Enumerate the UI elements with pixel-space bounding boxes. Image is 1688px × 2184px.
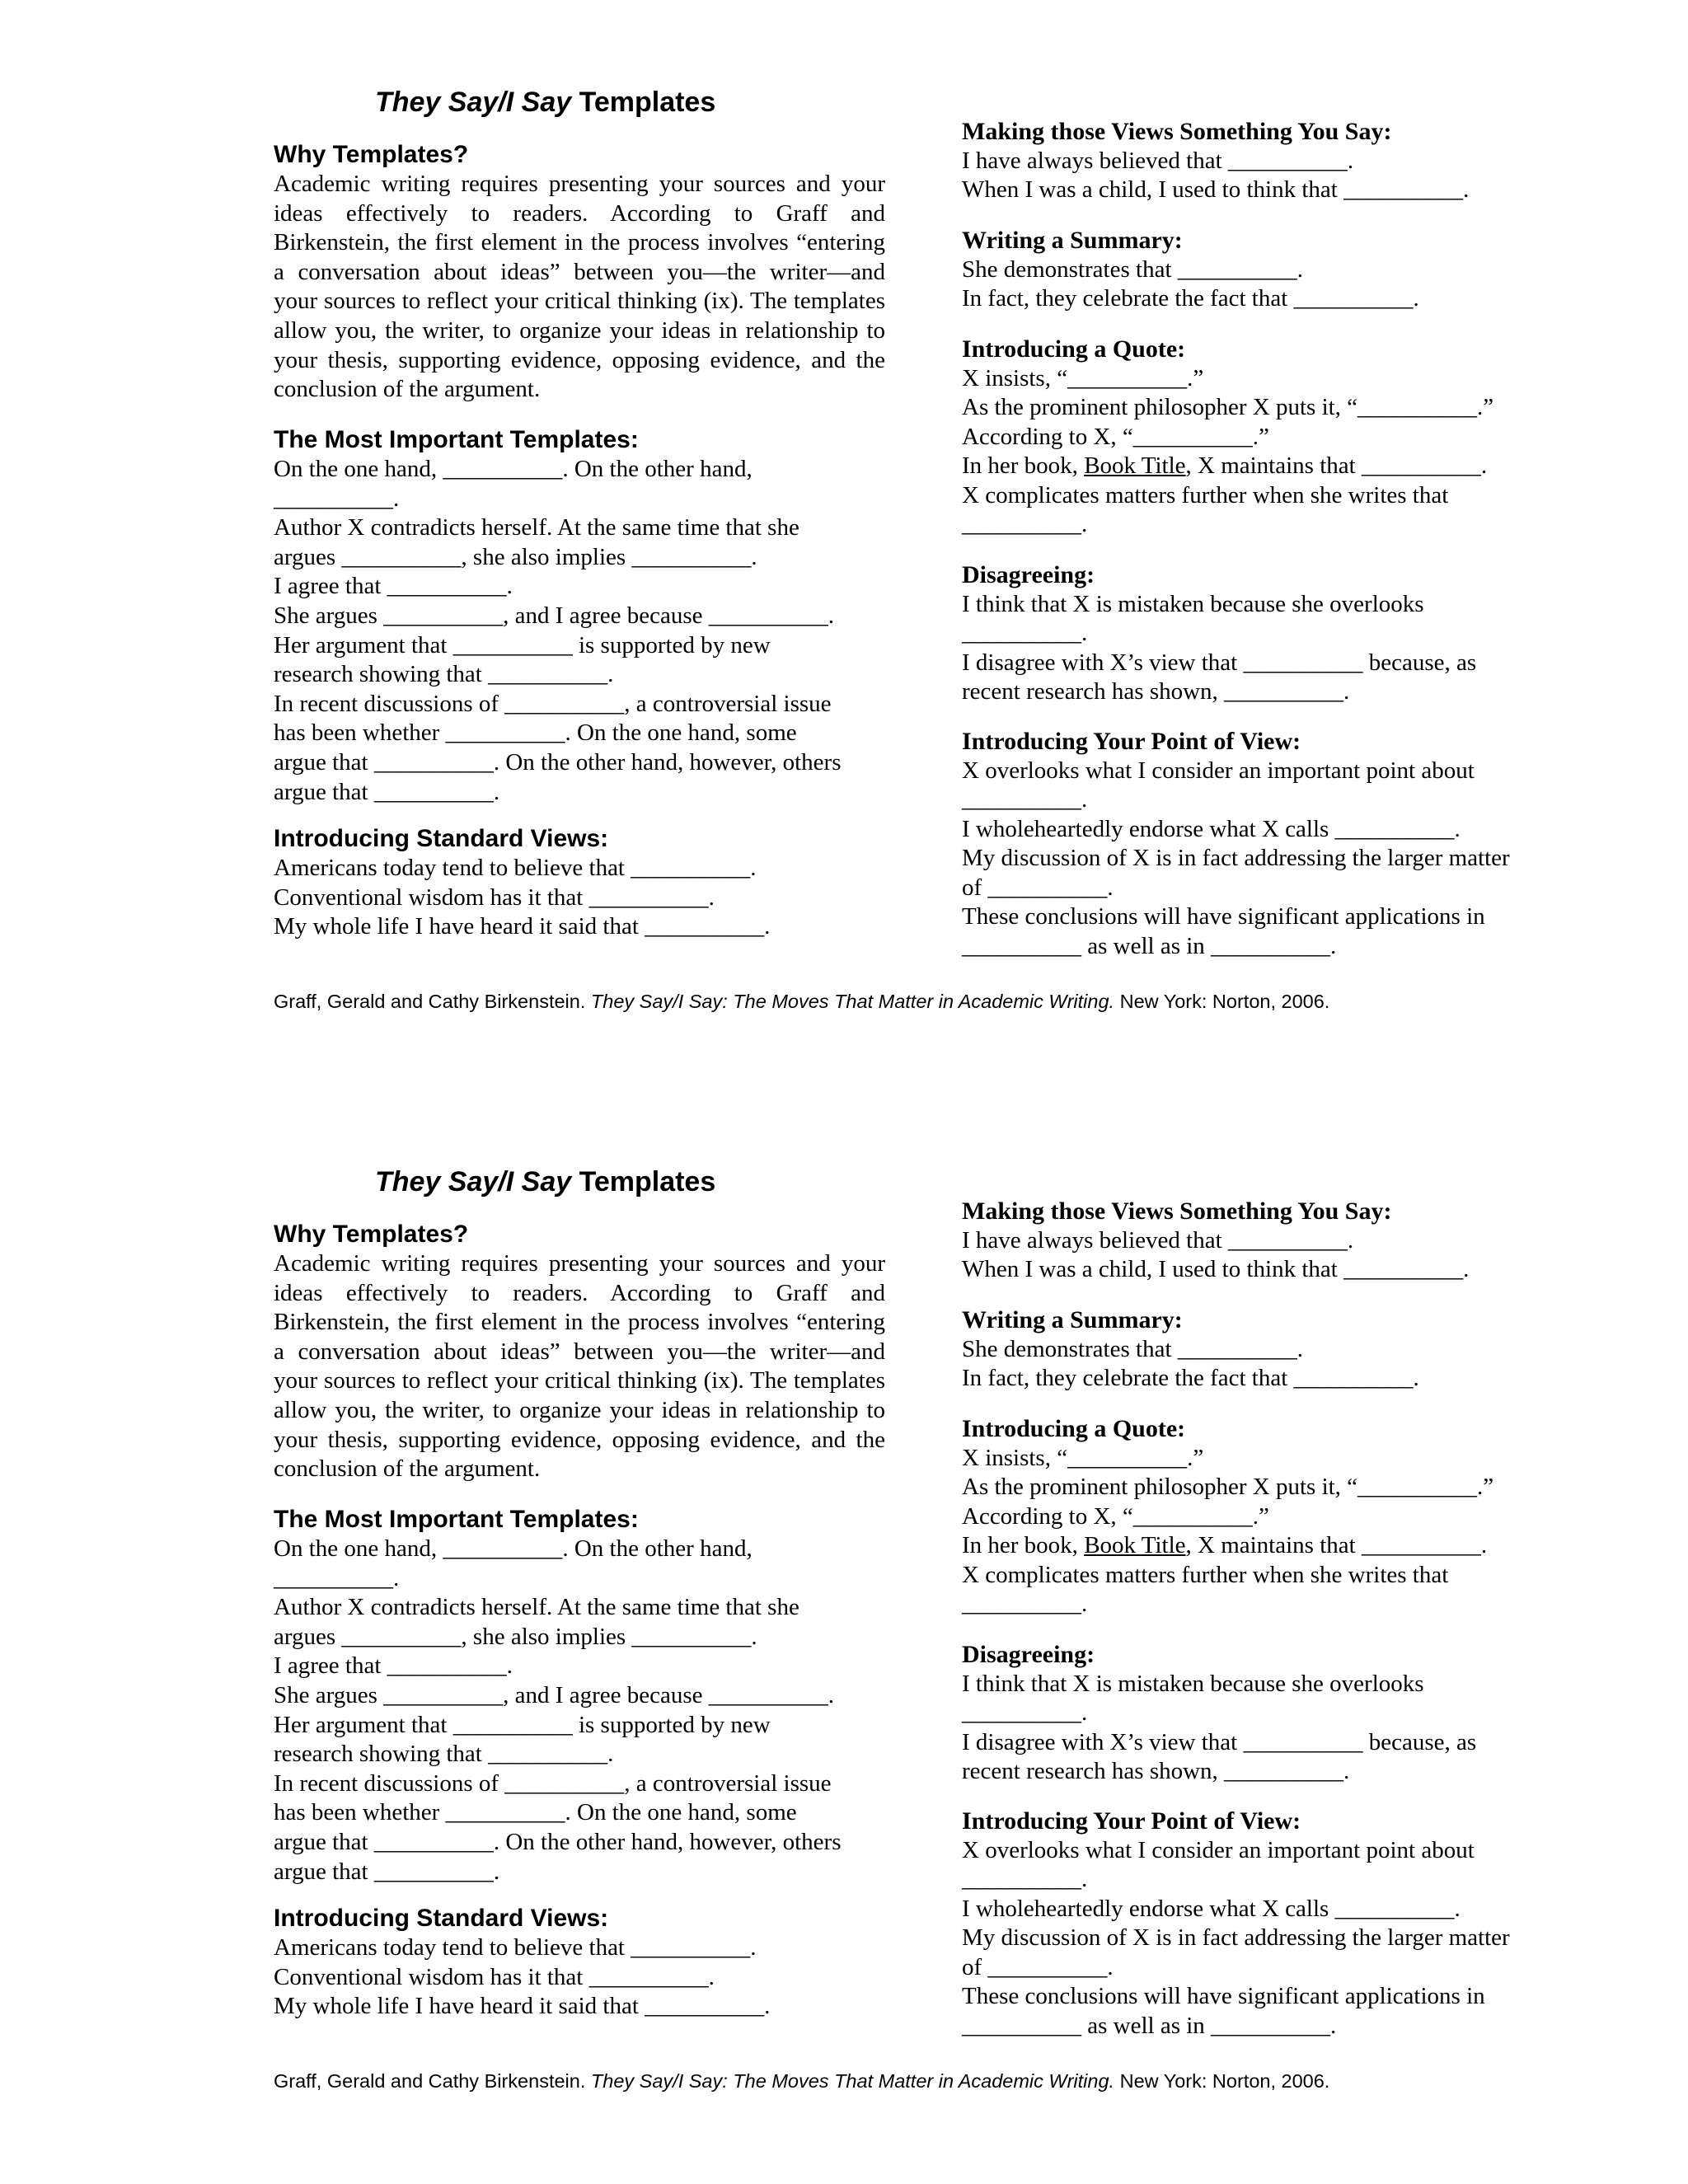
template-line: X insists, “__________.” xyxy=(962,364,1204,391)
template-line: __________. xyxy=(274,1564,400,1591)
line-prefix: In her book, xyxy=(962,452,1085,479)
template-line: I have always believed that __________. xyxy=(962,1226,1354,1254)
why-templates-section xyxy=(274,140,885,405)
book-title-placeholder: Book Title xyxy=(1084,452,1186,479)
section-heading: Why Templates? xyxy=(274,1221,469,1248)
template-line: X insists, “__________.” xyxy=(962,1444,1204,1471)
important-templates-section xyxy=(274,1505,885,1886)
template-line: argue that __________. On the other hand, however, others xyxy=(274,748,842,776)
template-line: I think that X is mistaken because she overlooks xyxy=(962,590,1424,617)
why-templates-paragraph: Academic writing requires presenting your sources and your ideas effectively to readers. According to Graff and Birkenstein, the first element in the process involves “entering a conversation about ideas” between you—the writer—and your sources to reflect your critical thinking (ix). The templates allow you, the writer, to organize your ideas in relationship to your thesis, supporting evidence, opposing evidence, and the conclusion of the argument. xyxy=(274,1250,885,1483)
template-line: research showing that __________. xyxy=(274,1741,614,1768)
disagreeing-section xyxy=(962,1640,1588,1787)
section-heading: Introducing Your Point of View: xyxy=(962,728,1301,755)
template-line: When I was a child, I used to think that __________. xyxy=(962,176,1470,203)
template-line: __________ as well as in __________. xyxy=(962,932,1337,959)
template-line: __________ as well as in __________. xyxy=(962,2012,1337,2039)
template-line: My whole life I have heard it said that __________. xyxy=(274,1993,771,2020)
template-line: __________. xyxy=(962,1699,1088,1726)
book-title-placeholder: Book Title xyxy=(1084,1532,1186,1558)
template-line: research showing that __________. xyxy=(274,661,614,688)
template-line: recent research has shown, __________. xyxy=(962,678,1350,705)
template-line: argue that __________. On the other hand, however, others xyxy=(274,1828,842,1855)
handout-copy-top xyxy=(0,0,1688,1080)
quote-section xyxy=(962,335,1588,540)
template-line: When I was a child, I used to think that __________. xyxy=(962,1256,1470,1282)
template-line: Conventional wisdom has it that __________. xyxy=(274,1963,715,1990)
template-line: X overlooks what I consider an important point about xyxy=(962,757,1475,784)
template-line: She argues __________, and I agree because __________. xyxy=(274,1681,834,1708)
title-rest: Templates xyxy=(571,1166,716,1197)
disagreeing-section xyxy=(962,560,1588,707)
template-line: Her argument that __________ is supported by new xyxy=(274,1711,771,1738)
template-line: On the one hand, __________. On the other hand, xyxy=(274,456,753,482)
template-line: She demonstrates that __________. xyxy=(962,1335,1304,1362)
section-heading: Introducing a Quote: xyxy=(962,1415,1186,1442)
views-section xyxy=(962,117,1588,205)
template-line: I disagree with X’s view that __________ because, as xyxy=(962,649,1477,676)
template-line: of __________. xyxy=(962,1953,1114,1980)
section-heading: Disagreeing: xyxy=(962,561,1095,588)
handout-title xyxy=(375,1164,715,1200)
template-line: __________. xyxy=(962,786,1088,813)
why-templates-paragraph: Academic writing requires presenting your sources and your ideas effectively to readers. According to Graff and Birkenstein, the first element in the process involves “entering a conversation about ideas” between you—the writer—and your sources to reflect your critical thinking (ix). The templates allow you, the writer, to organize your ideas in relationship to your thesis, supporting evidence, opposing evidence, and the conclusion of the argument. xyxy=(274,171,885,403)
template-line: I disagree with X’s view that __________ because, as xyxy=(962,1728,1477,1755)
point-of-view-section xyxy=(962,727,1588,961)
template-line: These conclusions will have significant applications in xyxy=(962,1983,1485,2009)
title-rest: Templates xyxy=(571,87,716,118)
template-line: argues __________, she also implies __________. xyxy=(274,543,757,570)
line-suffix: , X maintains that __________. xyxy=(1185,452,1488,479)
template-line: In recent discussions of __________, a controversial issue xyxy=(274,1769,832,1797)
template-line: I think that X is mistaken because she overlooks xyxy=(962,1670,1424,1697)
handout-copy-bottom xyxy=(0,1080,1688,2159)
section-heading: Making those Views Something You Say: xyxy=(962,118,1392,145)
section-heading: Introducing Standard Views: xyxy=(274,1905,609,1932)
template-line: __________. xyxy=(962,1591,1088,1617)
template-line: has been whether __________. On the one hand, some xyxy=(274,1799,797,1826)
template-line: X complicates matters further when she writes that xyxy=(962,1561,1449,1588)
important-templates-section xyxy=(274,425,885,807)
template-line xyxy=(962,452,1588,481)
template-line: As the prominent philosopher X puts it, “__________.” xyxy=(962,394,1494,420)
template-line: X overlooks what I consider an important point about xyxy=(962,1836,1475,1863)
title-italic: They Say/I Say xyxy=(375,1166,572,1197)
template-line: I wholeheartedly endorse what X calls __________. xyxy=(962,1895,1461,1922)
citation-book-title: They Say/I Say: The Moves That Matter in Academic Writing. xyxy=(590,2070,1115,2092)
standard-views-section xyxy=(274,824,885,942)
section-heading: Writing a Summary: xyxy=(962,227,1183,254)
citation-publisher: New York: Norton, 2006. xyxy=(1114,991,1330,1012)
template-line: Americans today tend to believe that __________. xyxy=(274,855,757,881)
citation-publisher: New York: Norton, 2006. xyxy=(1114,2070,1330,2092)
template-line: argue that __________. xyxy=(274,778,500,805)
section-heading: Making those Views Something You Say: xyxy=(962,1197,1392,1225)
title-italic: They Say/I Say xyxy=(375,87,572,118)
point-of-view-section xyxy=(962,1807,1588,2041)
template-line: As the prominent philosopher X puts it, “__________.” xyxy=(962,1474,1494,1500)
template-line: __________. xyxy=(274,485,400,512)
template-line: argue that __________. xyxy=(274,1858,500,1885)
citation xyxy=(274,2069,1329,2093)
template-line: Author X contradicts herself. At the same time that she xyxy=(274,514,799,541)
line-prefix: In her book, xyxy=(962,1532,1085,1558)
citation-book-title: They Say/I Say: The Moves That Matter in Academic Writing. xyxy=(590,991,1115,1012)
template-line: My discussion of X is in fact addressing the larger matter xyxy=(962,1924,1510,1951)
template-line: Author X contradicts herself. At the same time that she xyxy=(274,1594,799,1621)
template-line: I wholeheartedly endorse what X calls __________. xyxy=(962,815,1461,842)
template-line: My discussion of X is in fact addressing the larger matter xyxy=(962,845,1510,871)
citation-authors: Graff, Gerald and Cathy Birkenstein. xyxy=(274,2070,591,2092)
section-heading: Introducing Standard Views: xyxy=(274,825,609,852)
template-line: In fact, they celebrate the fact that __________. xyxy=(962,1365,1419,1391)
standard-views-section xyxy=(274,1904,885,2022)
template-line xyxy=(962,1531,1588,1561)
template-line: These conclusions will have significant applications in xyxy=(962,903,1485,930)
template-line: I agree that __________. xyxy=(274,1652,513,1680)
section-heading: Introducing Your Point of View: xyxy=(962,1807,1301,1835)
citation xyxy=(274,989,1329,1014)
template-line: On the one hand, __________. On the other hand, xyxy=(274,1535,753,1562)
section-heading: The Most Important Templates: xyxy=(274,1506,639,1533)
summary-section xyxy=(962,1305,1588,1394)
template-line: argues __________, she also implies __________. xyxy=(274,1623,757,1650)
template-line: Americans today tend to believe that __________. xyxy=(274,1934,757,1961)
template-line: Conventional wisdom has it that __________. xyxy=(274,883,715,911)
views-section xyxy=(962,1197,1588,1285)
template-line: My whole life I have heard it said that __________. xyxy=(274,913,771,940)
quote-section xyxy=(962,1414,1588,1619)
template-line: __________. xyxy=(962,511,1088,537)
template-line: I have always believed that __________. xyxy=(962,147,1354,174)
line-suffix: , X maintains that __________. xyxy=(1185,1532,1488,1558)
section-heading: Why Templates? xyxy=(274,141,469,168)
template-line: of __________. xyxy=(962,874,1114,901)
template-line: She demonstrates that __________. xyxy=(962,255,1304,283)
template-line: has been whether __________. On the one hand, some xyxy=(274,719,797,747)
template-line: According to X, “__________.” xyxy=(962,423,1269,450)
template-line: In fact, they celebrate the fact that __________. xyxy=(962,285,1419,312)
template-line: __________. xyxy=(962,620,1088,646)
section-heading: Disagreeing: xyxy=(962,1641,1095,1668)
template-line: I agree that __________. xyxy=(274,573,513,600)
handout-title xyxy=(375,84,715,120)
why-templates-section xyxy=(274,1220,885,1484)
section-heading: The Most Important Templates: xyxy=(274,426,639,453)
template-line: __________. xyxy=(962,1866,1088,1892)
template-line: X complicates matters further when she writes that xyxy=(962,481,1449,509)
section-heading: Introducing a Quote: xyxy=(962,335,1186,363)
template-line: recent research has shown, __________. xyxy=(962,1758,1350,1784)
summary-section xyxy=(962,226,1588,314)
section-heading: Writing a Summary: xyxy=(962,1306,1183,1333)
template-line: Her argument that __________ is supported by new xyxy=(274,631,771,658)
citation-authors: Graff, Gerald and Cathy Birkenstein. xyxy=(274,991,591,1012)
template-line: In recent discussions of __________, a controversial issue xyxy=(274,690,832,717)
template-line: She argues __________, and I agree because __________. xyxy=(274,602,834,629)
template-line: According to X, “__________.” xyxy=(962,1502,1269,1530)
